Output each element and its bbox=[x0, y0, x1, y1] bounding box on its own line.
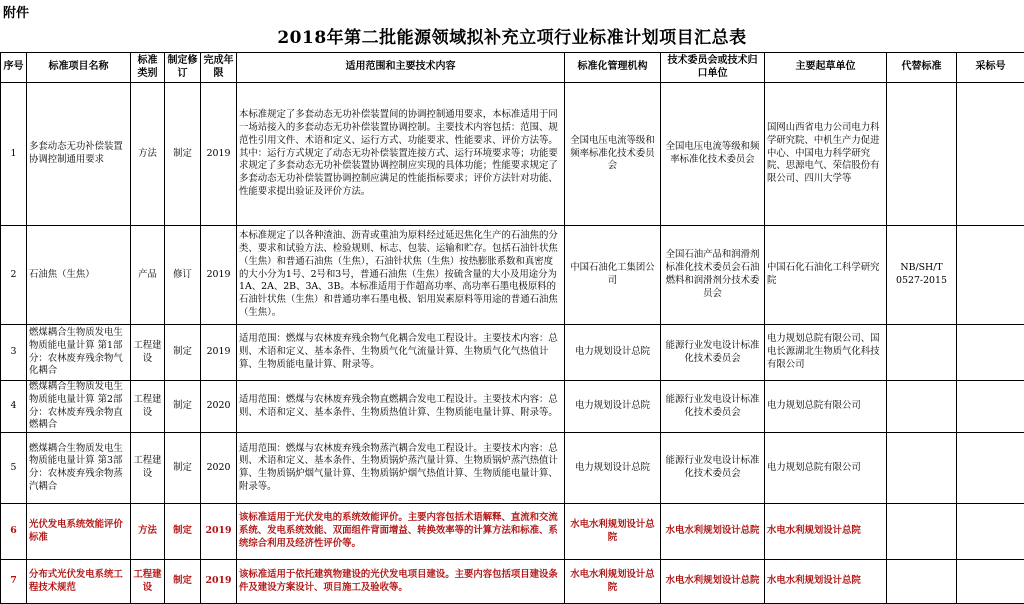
cell-type: 工程建设 bbox=[131, 325, 165, 381]
cell-mode: 制定 bbox=[165, 325, 201, 381]
cell-drafter: 电力规划总院有限公司 bbox=[765, 433, 887, 504]
cell-mode: 制定 bbox=[165, 433, 201, 504]
table-row bbox=[1, 83, 1024, 226]
cell-committee: 能源行业发电设计标准化技术委员会 bbox=[661, 325, 765, 381]
cell-year: 2019 bbox=[201, 560, 237, 604]
cell-replace bbox=[887, 560, 957, 604]
cell-type: 工程建设 bbox=[131, 560, 165, 604]
cell-replace bbox=[887, 381, 957, 433]
cell-committee: 水电水利规划设计总院 bbox=[661, 504, 765, 560]
cell-mgmt: 中国石油化工集团公司 bbox=[565, 226, 661, 325]
table-row bbox=[1, 560, 1024, 604]
cell-year: 2020 bbox=[201, 381, 237, 433]
cell-year: 2019 bbox=[201, 504, 237, 560]
header-replace: 代替标准 bbox=[887, 53, 957, 83]
cell-year: 2019 bbox=[201, 83, 237, 226]
cell-mode: 制定 bbox=[165, 504, 201, 560]
cell-scope: 该标准适用于光伏发电的系统效能评价。主要内容包括术语解释、直流和交流系统、发电系统效能、双面组件背面增益、转换效率等的计算方法和标准、系统综合利用及经济性评价等。 bbox=[237, 504, 565, 560]
cell-scope: 本标准规定了以各种渣油、沥青或重油为原料经过延迟焦化生产的石油焦的分类、要求和试验方法、检验规则、标志、包装、运输和贮存。包括石油针状焦（生焦）和普通石油焦（生焦），石油针状焦（生焦）按热膨胀系数和真密度的大小分为1号、2号和3号，普通石油焦（生焦）按硫含量的大小及用途分为1A、2A、2B、3A、3B。本标准适用于作超高功率、高功率石墨电极原料的石油针状焦（生焦）和普通功率石墨电极、铝用炭素原料等用途的普通石油焦（生焦）。 bbox=[237, 226, 565, 325]
cell-name: 燃煤耦合生物质发电生物质能电量计算 第2部分：农林废弃残余物直燃耦合 bbox=[27, 381, 131, 433]
cell-committee: 能源行业发电设计标准化技术委员会 bbox=[661, 433, 765, 504]
cell-no: 7 bbox=[1, 560, 27, 604]
cell-mgmt: 电力规划设计总院 bbox=[565, 433, 661, 504]
header-name: 标准项目名称 bbox=[27, 53, 131, 83]
cell-replace bbox=[887, 325, 957, 381]
cell-name: 光伏发电系统效能评价标准 bbox=[27, 504, 131, 560]
cell-replace bbox=[887, 433, 957, 504]
header-committee: 技术委员会或技术归口单位 bbox=[661, 53, 765, 83]
table-row bbox=[1, 433, 1024, 504]
cell-year: 2020 bbox=[201, 433, 237, 504]
cell-mode: 制定 bbox=[165, 83, 201, 226]
header-no: 序号 bbox=[1, 53, 27, 83]
cell-mgmt: 全国电压电流等级和频率标准化技术委员会 bbox=[565, 83, 661, 226]
attachment-label: 附件 bbox=[3, 2, 29, 21]
cell-drafter: 电力规划总院有限公司、国电长源湖北生物质气化科技有限公司 bbox=[765, 325, 887, 381]
cell-adopt bbox=[957, 226, 1024, 325]
cell-no: 5 bbox=[1, 433, 27, 504]
cell-type: 方法 bbox=[131, 83, 165, 226]
cell-name: 分布式光伏发电系统工程技术规范 bbox=[27, 560, 131, 604]
cell-drafter: 电力规划总院有限公司 bbox=[765, 381, 887, 433]
cell-mode: 制定 bbox=[165, 560, 201, 604]
cell-committee: 水电水利规划设计总院 bbox=[661, 560, 765, 604]
cell-drafter: 水电水利规划设计总院 bbox=[765, 504, 887, 560]
cell-committee: 全国石油产品和润滑剂标准化技术委员会石油燃料和润滑剂分技术委员会 bbox=[661, 226, 765, 325]
header-type: 标准类别 bbox=[131, 53, 165, 83]
cell-mgmt: 电力规划设计总院 bbox=[565, 325, 661, 381]
cell-mode: 修订 bbox=[165, 226, 201, 325]
cell-name: 燃煤耦合生物质发电生物质能电量计算 第1部分：农林废弃残余物气化耦合 bbox=[27, 325, 131, 381]
cell-adopt bbox=[957, 504, 1024, 560]
cell-no: 1 bbox=[1, 83, 27, 226]
cell-scope: 适用范围：燃煤与农林废弃残余物直燃耦合发电工程设计。主要技术内容：总则、术语和定义、基本条件、生物质热值计算、生物质能电量计算、附录等。 bbox=[237, 381, 565, 433]
cell-committee: 能源行业发电设计标准化技术委员会 bbox=[661, 381, 765, 433]
cell-type: 产品 bbox=[131, 226, 165, 325]
cell-type: 方法 bbox=[131, 504, 165, 560]
cell-no: 2 bbox=[1, 226, 27, 325]
cell-adopt bbox=[957, 560, 1024, 604]
header-adopt: 采标号 bbox=[957, 53, 1024, 83]
cell-name: 石油焦（生焦） bbox=[27, 226, 131, 325]
cell-drafter: 中国石化石油化工科学研究院 bbox=[765, 226, 887, 325]
cell-no: 4 bbox=[1, 381, 27, 433]
cell-scope: 适用范围：燃煤与农林废弃残余物气化耦合发电工程设计。主要技术内容：总则、术语和定义、基本条件、生物质气化气流量计算、生物质气化气热值计算、生物质能电量计算、附录等。 bbox=[237, 325, 565, 381]
cell-type: 工程建设 bbox=[131, 433, 165, 504]
table-row bbox=[1, 325, 1024, 381]
table-row bbox=[1, 504, 1024, 560]
cell-adopt bbox=[957, 433, 1024, 504]
cell-mgmt: 水电水利规划设计总院 bbox=[565, 560, 661, 604]
header-year: 完成年限 bbox=[201, 53, 237, 83]
cell-year: 2019 bbox=[201, 226, 237, 325]
header-row bbox=[1, 53, 1024, 83]
cell-scope: 本标准规定了多套动态无功补偿装置间的协调控制通用要求，本标准适用于同一场站接入的多套动态无功补偿装置协调控制。主要技术内容包括：范围、规范性引用文件、术语和定义、运行方式、功能要求、性能要求、评价方法等。其中：运行方式规定了动态无功补偿装置连接方式、运行环境要求等；功能要求规定了多套动态无功补偿装置协调控制应实现的具体功能；性能要求规定了多套动态无功补偿装置协调控制应满足的性能指标要求；评价方法针对功能、性能要求提出验证及评价方法。 bbox=[237, 83, 565, 226]
cell-name: 多套动态无功补偿装置协调控制通用要求 bbox=[27, 83, 131, 226]
header-mode: 制定修订 bbox=[165, 53, 201, 83]
cell-replace bbox=[887, 504, 957, 560]
cell-committee: 全国电压电流等级和频率标准化技术委员会 bbox=[661, 83, 765, 226]
cell-mgmt: 电力规划设计总院 bbox=[565, 381, 661, 433]
cell-type: 工程建设 bbox=[131, 381, 165, 433]
cell-adopt bbox=[957, 381, 1024, 433]
cell-drafter: 国网山西省电力公司电力科学研究院、中机生产力促进中心、中国电力科学研究院、思源电气、荣信股份有限公司、四川大学等 bbox=[765, 83, 887, 226]
table-row bbox=[1, 226, 1024, 325]
table-row bbox=[1, 381, 1024, 433]
cell-no: 3 bbox=[1, 325, 27, 381]
cell-mode: 制定 bbox=[165, 381, 201, 433]
header-scope: 适用范围和主要技术内容 bbox=[237, 53, 565, 83]
cell-year: 2019 bbox=[201, 325, 237, 381]
cell-adopt bbox=[957, 83, 1024, 226]
cell-adopt bbox=[957, 325, 1024, 381]
header-mgmt: 标准化管理机构 bbox=[565, 53, 661, 83]
cell-scope: 适用范围：燃煤与农林废弃残余物蒸汽耦合发电工程设计。主要技术内容：总则、术语和定义、基本条件、生物质锅炉蒸汽量计算、生物质锅炉蒸汽热值计算、生物质锅炉烟气量计算、生物质锅炉烟气热值计算、生物质能电量计算、附录等。 bbox=[237, 433, 565, 504]
cell-replace: NB/SH/T 0527-2015 bbox=[887, 226, 957, 325]
cell-scope: 该标准适用于依托建筑物建设的光伏发电项目建设。主要内容包括项目建设条件及建设方案设计、项目施工及验收等。 bbox=[237, 560, 565, 604]
header-drafter: 主要起草单位 bbox=[765, 53, 887, 83]
standards-table bbox=[0, 52, 1024, 604]
cell-mgmt: 水电水利规划设计总院 bbox=[565, 504, 661, 560]
cell-name: 燃煤耦合生物质发电生物质能电量计算 第3部分：农林废弃残余物蒸汽耦合 bbox=[27, 433, 131, 504]
cell-no: 6 bbox=[1, 504, 27, 560]
cell-replace bbox=[887, 83, 957, 226]
table-title: 2018年第二批能源领域拟补充立项行业标准计划项目汇总表 bbox=[0, 23, 1024, 48]
cell-drafter: 水电水利规划设计总院 bbox=[765, 560, 887, 604]
